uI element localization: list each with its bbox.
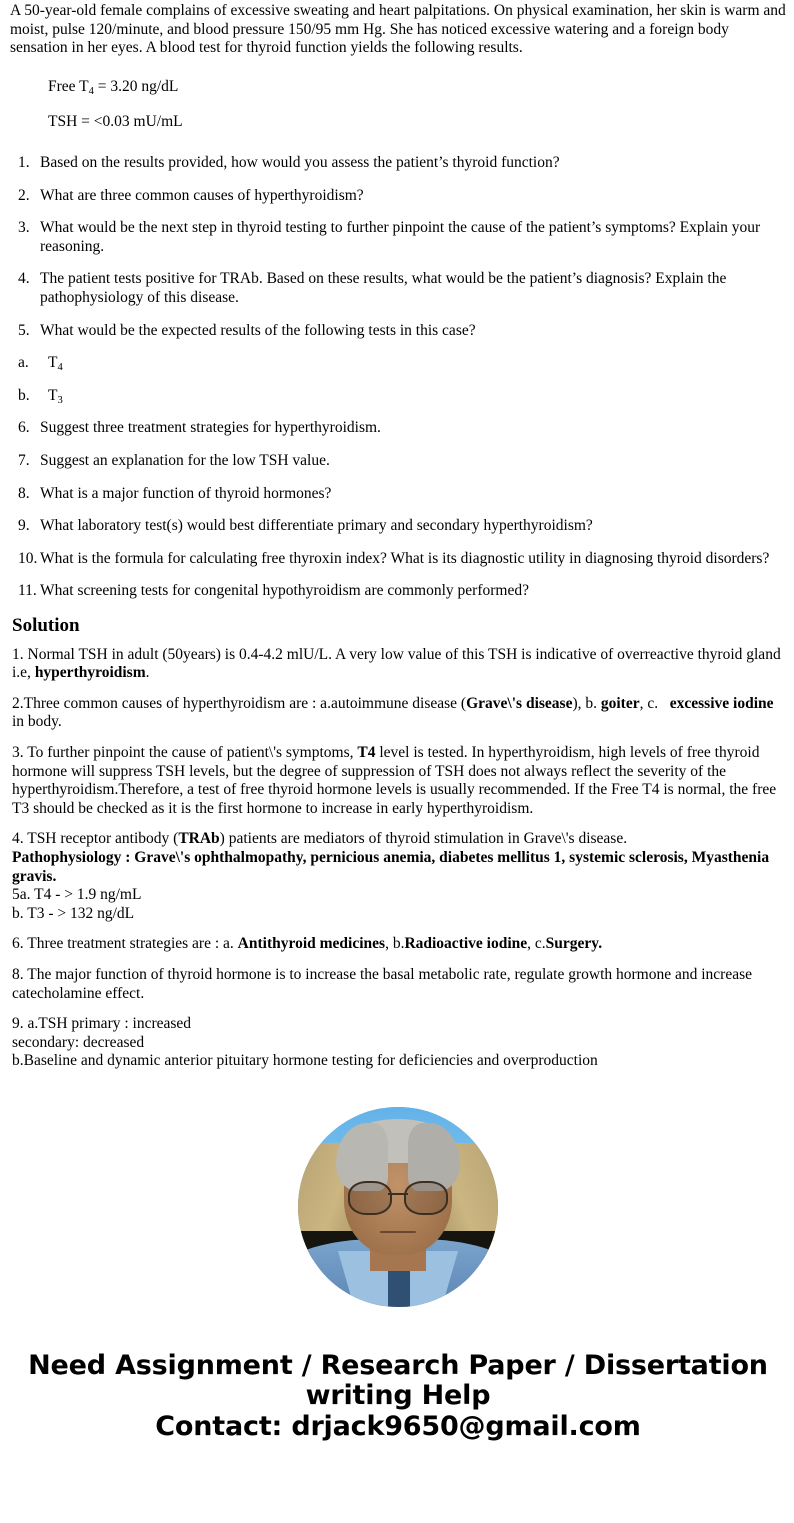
promo-line-2: writing Help [305, 1380, 491, 1412]
answer-4-bold-trab: TRAb [178, 830, 220, 848]
answer-3-bold-t4: T4 [357, 744, 376, 762]
question-text: What is a major function of thyroid hormones? [40, 484, 332, 502]
lab-value-free-t4: = 3.20 ng/dL [93, 77, 179, 95]
answer-6-text-e: , c. [527, 935, 546, 953]
pathophysiology-bold-text: Pathophysiology : Grave\'s ophthalmopathy, pernicious anemia, diabetes mellitus 1, systemic sclerosis, Myasthenia gravis. [12, 849, 770, 885]
answer-1-text-a: 1. Normal TSH in adult (50years) is 0.4-4.2 mlU/L. A very low value of this TSH is indicative of overreactive thyroid gland i.e, [12, 645, 781, 682]
lab-result-free-t4 [10, 78, 786, 97]
question-text: Based on the results provided, how would you assess the patient’s thyroid function? [40, 153, 560, 171]
answer-2-text-c: ), b. [572, 694, 601, 712]
sub-question-text: T [48, 386, 58, 404]
question-text: Suggest an explanation for the low TSH value. [40, 451, 330, 469]
answer-4-text-a: 4. TSH receptor antibody ( [12, 830, 179, 848]
sub-question-list [10, 354, 786, 405]
answer-2-text-e: , c. [639, 694, 670, 712]
subscript-4: 4 [88, 85, 94, 97]
solution-pathophysiology-line [10, 849, 786, 886]
lab-label-free-t4: Free T [48, 77, 89, 95]
question-text: The patient tests positive for TRAb. Based on these results, what would be the patient’s diagnosis? Explain the pathophysiology of this disease. [40, 270, 727, 306]
question-number: 4. [18, 270, 30, 288]
question-number: 1. [18, 153, 30, 171]
solution-answer-2 [10, 695, 786, 732]
question-text: What laboratory test(s) would best differentiate primary and secondary hyperthyroidism? [40, 517, 593, 535]
question-item [10, 485, 786, 504]
question-text: What are three common causes of hyperthyroidism? [40, 186, 364, 204]
answer-6-text-a: 6. Three treatment strategies are : a. [12, 935, 238, 953]
lab-result-tsh [10, 113, 786, 132]
question-item [10, 270, 786, 307]
solution-answer-9-line-3: b.Baseline and dynamic anterior pituitary hormone testing for deficiencies and overproduction [12, 1052, 598, 1070]
solution-heading: Solution [12, 614, 80, 636]
spacer [10, 132, 786, 154]
solution-answer-5a: 5a. T4 - > 1.9 ng/mL [12, 886, 142, 904]
question-number: 9. [18, 517, 30, 535]
avatar-glasses-right-lens [404, 1181, 448, 1215]
answer-3-text-a: 3. To further pinpoint the cause of patient\'s symptoms, [12, 744, 358, 762]
answer-1-bold-term: hyperthyroidism [34, 664, 146, 682]
spacer [10, 58, 786, 78]
promo-contact-line: Contact: drjack9650@gmail.com [155, 1410, 641, 1442]
solution-answer-5b: b. T3 - > 132 ng/dL [12, 904, 135, 922]
question-number: 2. [18, 186, 30, 204]
promo-footer [10, 1351, 786, 1443]
answer-1-text-c: . [145, 664, 150, 682]
sub-question-item-a [10, 354, 786, 373]
lab-value-tsh: = <0.03 mU/mL [77, 113, 183, 131]
question-item [10, 550, 786, 569]
solution-answer-8: 8. The major function of thyroid hormone is to increase the basal metabolic rate, regulate growth hormone and increase catecholamine effect. [12, 965, 753, 1002]
question-text: What would be the next step in thyroid testing to further pinpoint the cause of the patient’s symptoms? Explain your reasoning. [40, 219, 761, 255]
answer-2-text-a: 2.Three common causes of hyperthyroidism are : a.autoimmune disease ( [12, 694, 467, 712]
question-item [10, 322, 786, 341]
solution-answer-9-line-2: secondary: decreased [12, 1033, 145, 1051]
answer-6-bold-surgery: Surgery. [545, 935, 603, 953]
solution-answer-6 [10, 935, 786, 954]
question-item [10, 582, 786, 601]
answer-6-text-c: , b. [385, 935, 405, 953]
solution-answer-9-line-1: 9. a.TSH primary : increased [12, 1015, 192, 1033]
spacer [10, 96, 786, 113]
answer-3-text-c: level is tested. In hyperthyroidism, high levels of free thyroid hormone will suppress TSH levels, but the degree of suppression of TSH does not always reflect the severity of the hyperthyroidism.Therefore, a test of free thyroid hormone levels is usually recommended. If the Free T4 is normal, the free T3 should be checked as it is the first hormone to increase in early hyperthyroidism. [12, 744, 777, 817]
question-text: What is the formula for calculating free thyroxin index? What is its diagnostic utility in diagnosing thyroid disorders? [40, 549, 770, 567]
question-item [10, 154, 786, 173]
question-number: 6. [18, 419, 30, 437]
sub-question-letter: a. [18, 354, 29, 372]
answer-2-bold-iodine: excessive iodine [669, 694, 774, 712]
solution-answer-3 [10, 744, 786, 818]
question-item [10, 187, 786, 206]
question-number: 11. [18, 582, 37, 600]
question-list-part-1 [10, 154, 786, 340]
answer-2-text-g: in body. [12, 713, 62, 731]
sub-question-item-b [10, 387, 786, 406]
solution-answer-4 [10, 830, 786, 849]
avatar-glasses-bridge [388, 1193, 408, 1196]
promo-line-1: Need Assignment / Research Paper / Dissertation [28, 1349, 768, 1381]
question-item [10, 452, 786, 471]
answer-2-bold-graves: Grave\'s disease [466, 694, 573, 712]
subscript-3: 3 [57, 394, 63, 406]
avatar-glasses-left-lens [348, 1181, 392, 1215]
question-number: 7. [18, 451, 30, 469]
question-text: What would be the expected results of the following tests in this case? [40, 321, 476, 339]
solution-answer-1 [10, 646, 786, 683]
question-item [10, 419, 786, 438]
sub-question-letter: b. [18, 386, 30, 404]
question-number: 8. [18, 484, 30, 502]
question-item [10, 219, 786, 256]
avatar [298, 1107, 498, 1307]
question-list-part-2 [10, 419, 786, 601]
answer-6-bold-antithyroid: Antithyroid medicines [237, 935, 386, 953]
answer-4-text-c: ) patients are mediators of thyroid stimulation in Grave\'s disease. [219, 830, 628, 848]
question-number: 5. [18, 321, 30, 339]
answer-6-bold-radioactive: Radioactive iodine [404, 935, 528, 953]
sub-question-text: T [48, 354, 58, 372]
question-number: 10. [18, 549, 38, 567]
avatar-container [10, 1107, 786, 1307]
question-number: 3. [18, 219, 30, 237]
question-text: Suggest three treatment strategies for hyperthyroidism. [40, 419, 381, 437]
answer-2-bold-goiter: goiter [600, 694, 640, 712]
question-text: What screening tests for congenital hypothyroidism are commonly performed? [40, 582, 529, 600]
case-stem-paragraph: A 50-year-old female complains of excessive sweating and heart palpitations. On physical examination, her skin is warm and moist, pulse 120/minute, and blood pressure 150/95 mm Hg. She has noticed excessive watering and a foreign body sensation in her eyes. A blood test for thyroid function yields the following results. [10, 2, 786, 57]
question-item [10, 517, 786, 536]
lab-label-tsh: TSH [48, 113, 78, 131]
subscript-4: 4 [57, 362, 63, 374]
